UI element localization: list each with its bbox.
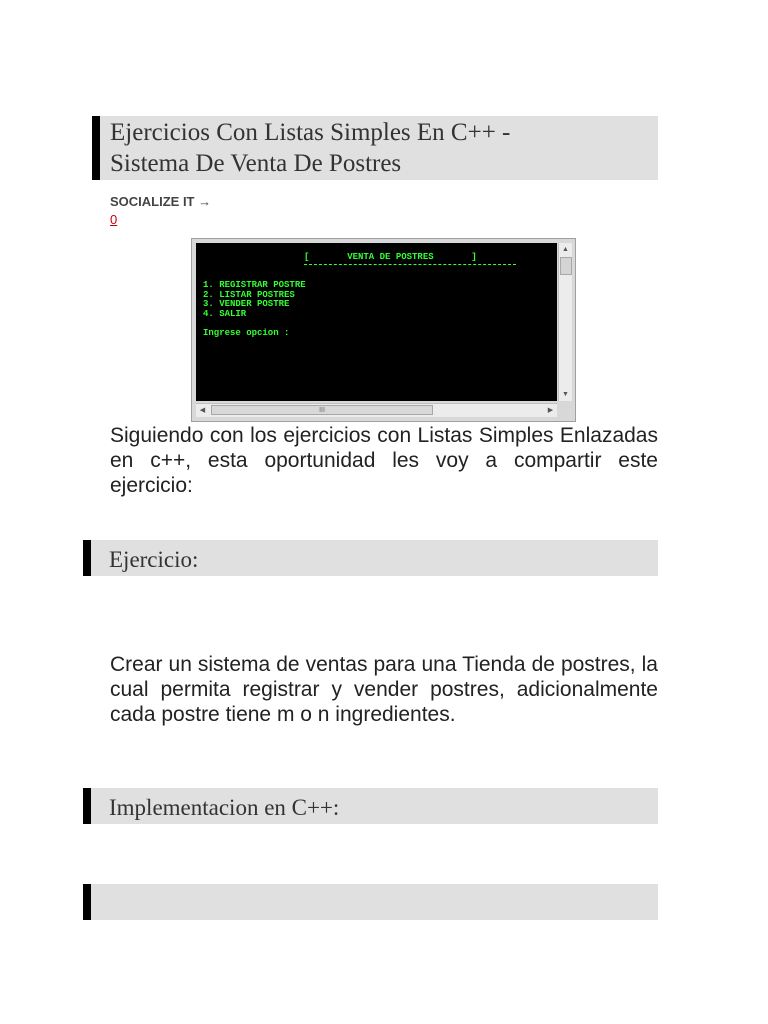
intro-paragraph: Siguiendo con los ejercicios con Listas Simples Enlazadas en c++, esta oportunidad les voy a compartir este ejercicio: [110,424,658,497]
console-menu [203,281,306,319]
console-screen [196,243,557,401]
exercise-heading: Ejercicio: [109,547,199,572]
console-prompt: Ingrese opcion : [203,328,290,338]
comment-count-link[interactable]: 0 [110,212,118,227]
exercise-paragraph: Crear un sistema de ventas para una Tienda de postres, la cual permita registrar y vender postres, adicionalmente cada postre tiene m o n ingredientes. [110,653,658,726]
post-title-line-2: Sistema De Venta De Postres [110,150,402,177]
console-divider [304,264,516,265]
console-vertical-scrollbar [558,243,572,401]
console-header: [ VENTA DE POSTRES ] [304,252,477,262]
exercise-heading-block [83,540,658,576]
console-menu-item: 2. LISTAR POSTRES [203,289,295,300]
console-screenshot [191,238,576,422]
console-menu-item: 3. VENDER POSTRE [203,299,290,309]
empty-heading-block [83,884,658,920]
horizontal-scroll-thumb: III [211,405,433,415]
console-menu-item: 4. SALIR [203,308,247,319]
post-title [110,117,658,179]
console-menu-item: 1. REGISTRAR POSTRE [203,280,306,290]
scroll-down-arrow-icon: ▼ [562,391,569,398]
implementation-heading-block [83,788,658,824]
scroll-up-arrow-icon: ▲ [562,246,569,253]
implementation-heading: Implementacion en C++: [109,795,340,820]
vertical-scroll-thumb [560,257,572,275]
post-title-line-1: Ejercicios Con Listas Simples En C++ - [110,119,511,146]
console-horizontal-scrollbar [196,403,557,417]
post-title-block [92,116,658,180]
scroll-left-arrow-icon: ◀ [199,407,206,414]
scroll-right-arrow-icon: ▶ [547,407,554,414]
socialize-label[interactable]: SOCIALIZE IT → [110,194,212,209]
